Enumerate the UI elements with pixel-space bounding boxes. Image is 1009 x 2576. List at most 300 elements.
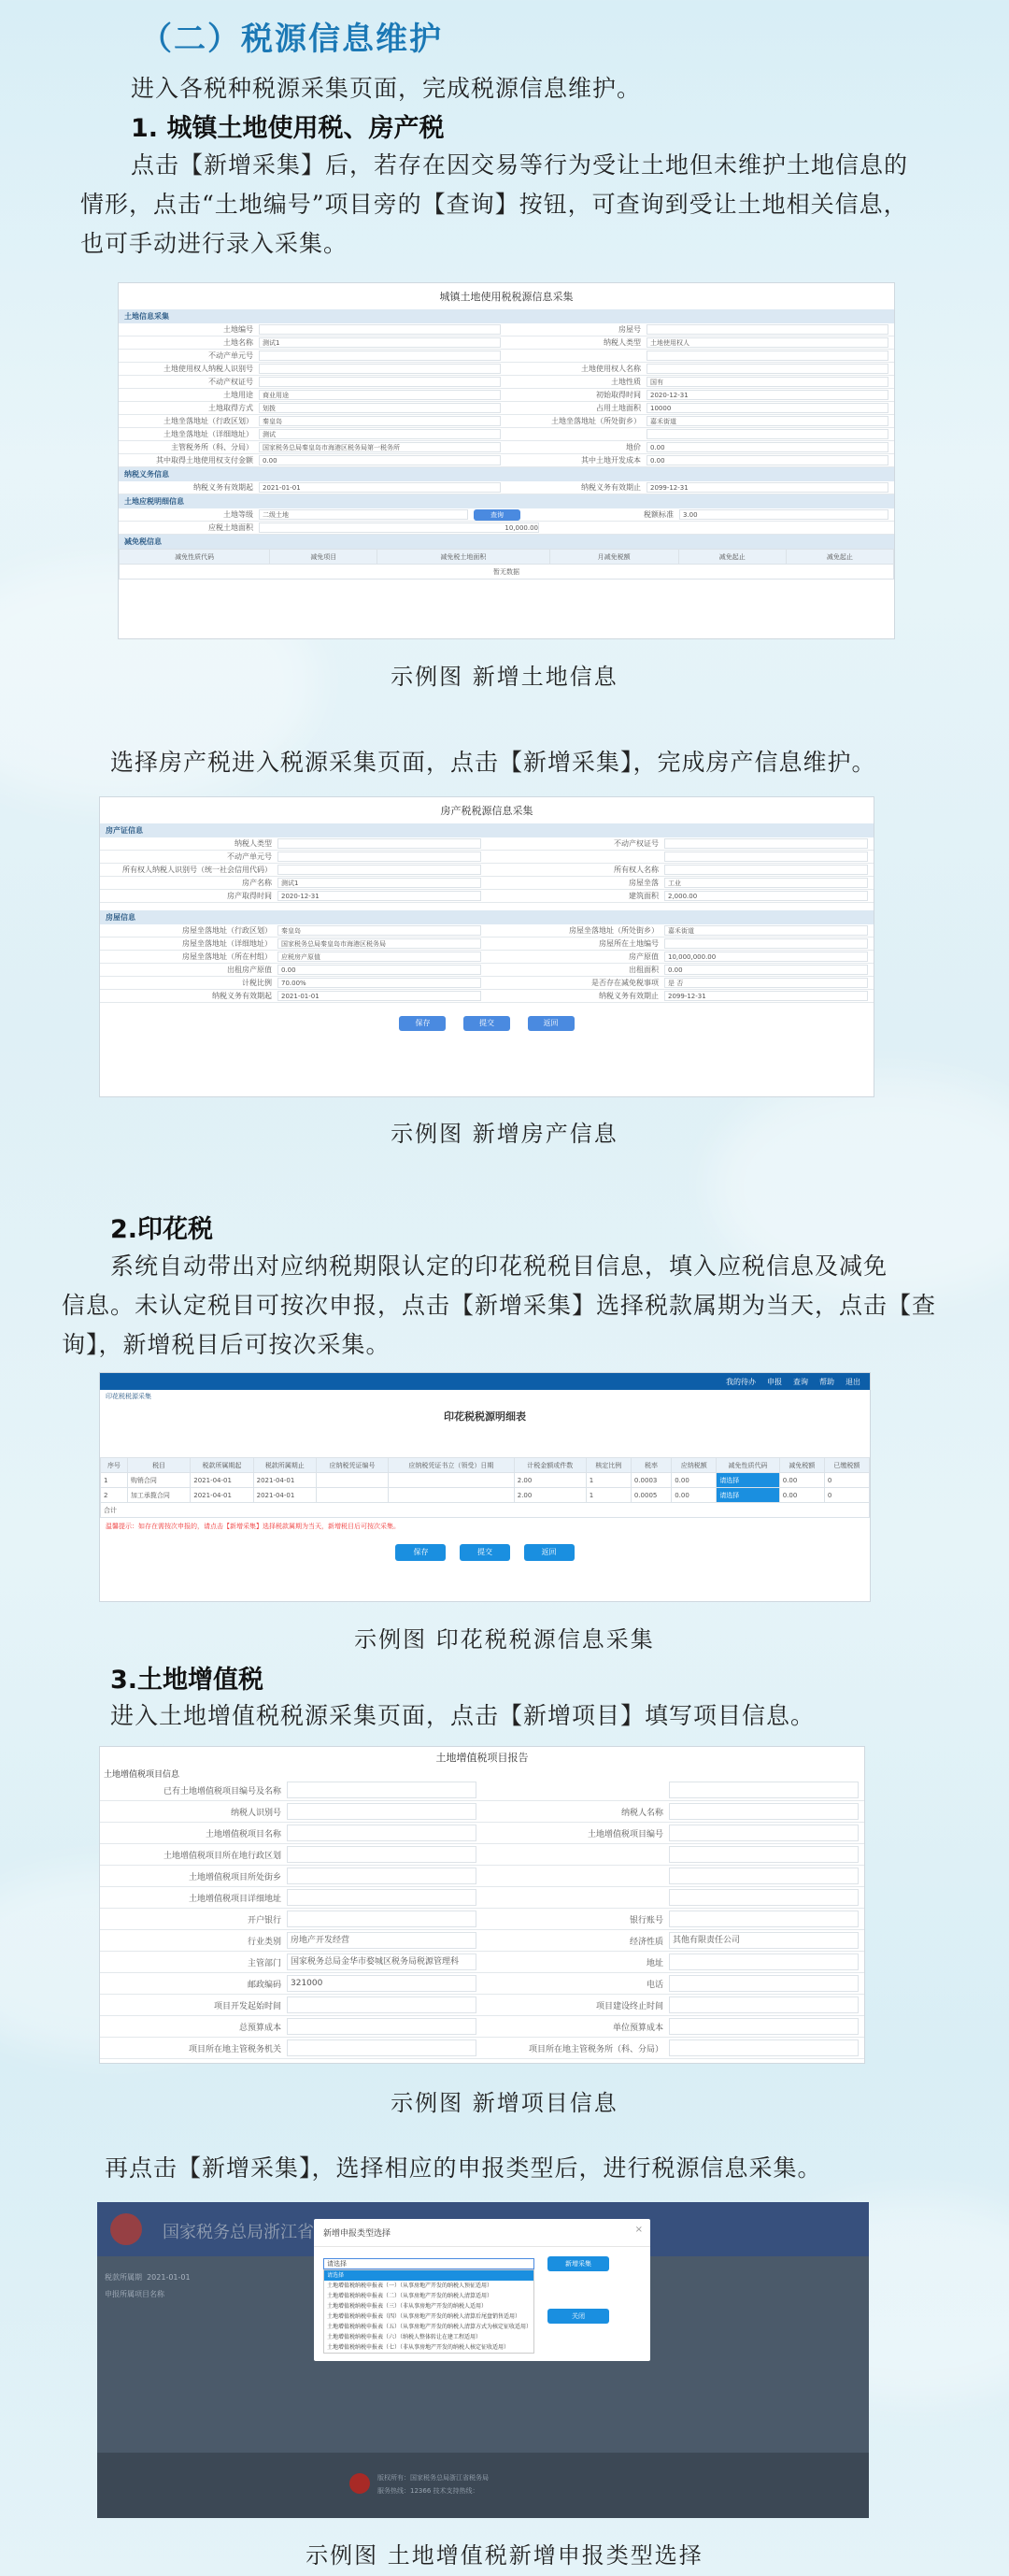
field-label: 开户银行 xyxy=(247,1915,281,1925)
lat-dialog-screenshot xyxy=(97,2202,869,2518)
table-cell: 1 xyxy=(586,1473,631,1488)
table-cell: 0 xyxy=(824,1488,869,1503)
table-cell xyxy=(389,1473,515,1488)
table-cell[interactable]: 请选择 xyxy=(717,1488,779,1503)
field-value[interactable]: 321000 xyxy=(287,1975,476,1992)
table-cell: 加工承揽合同 xyxy=(127,1488,190,1503)
field-label: 土地名称 xyxy=(223,338,253,347)
form-row xyxy=(100,1801,864,1823)
field-label: 主管税务所（科、分局） xyxy=(171,443,253,451)
section-label: 房产证信息 xyxy=(100,823,874,837)
field-label: 纳税义务有效期起 xyxy=(212,992,272,1000)
house-form-1 xyxy=(100,837,874,903)
field-label: 房屋坐落地址（所在村组） xyxy=(182,952,272,961)
submit-button[interactable]: 提交 xyxy=(460,1544,510,1561)
banner-title: 国家税务总局浙江省 xyxy=(163,2223,314,2242)
column-header: 减免税土地面积 xyxy=(377,550,549,565)
column-header: 序号 xyxy=(101,1458,128,1473)
field-value[interactable] xyxy=(669,1975,859,1992)
section-label: 土地增值税项目信息 xyxy=(104,1770,180,1780)
type-select[interactable]: 请选择 xyxy=(323,2258,534,2269)
form-row xyxy=(100,1909,864,1930)
field-label: 电话 xyxy=(646,1980,663,1990)
screenshot-title: 印花税税源明细表 xyxy=(444,1410,526,1423)
footer xyxy=(97,2453,869,2518)
form-row xyxy=(100,1844,864,1866)
field-label: 土地坐落地址（详细地址） xyxy=(163,430,253,438)
total-row: 合计 xyxy=(101,1503,870,1518)
field-label: 土地使用权人名称 xyxy=(581,365,641,373)
para-1-line-1: 点击【新增采集】后，若存在因交易等行为受让土地但未维护土地信息的 xyxy=(131,151,909,179)
bg-form xyxy=(105,2269,191,2303)
button-bar xyxy=(100,1016,874,1031)
field-value[interactable]: 是 否 xyxy=(664,978,868,988)
warning-text: 温馨提示：如存在需按次申报的，请点击【新增采集】选择税款属期为当天，新增税目后可按次采集。 xyxy=(106,1523,400,1530)
field-value[interactable] xyxy=(669,2018,859,2035)
field-value[interactable]: 0.00 xyxy=(647,455,888,465)
caption-1: 示例图 新增土地信息 xyxy=(391,664,618,690)
topbar-link[interactable]: 查询 xyxy=(793,1377,808,1386)
form-row xyxy=(100,937,874,951)
field-value[interactable] xyxy=(664,938,868,949)
form-row xyxy=(100,851,874,864)
field-value[interactable] xyxy=(287,1803,476,1820)
subheading-1: 1. 城镇土地使用税、房产税 xyxy=(131,114,445,143)
field-value[interactable]: 秦皇岛 xyxy=(277,925,481,936)
field-value[interactable] xyxy=(669,1911,859,1927)
close-icon[interactable]: × xyxy=(634,2225,643,2235)
field-label: 土地增值税项目所处街乡 xyxy=(188,1872,281,1882)
para-3b: 再点击【新增采集】，选择相应的申报类型后，进行税源信息采集。 xyxy=(105,2154,822,2182)
lat-form xyxy=(100,1780,864,2059)
field-value[interactable] xyxy=(277,838,481,849)
field-label: 税款所属期 xyxy=(105,2273,142,2282)
field-label: 是否存在减免税事项 xyxy=(591,979,659,987)
field-label: 项目所在地主管税务所（科、分局） xyxy=(528,2044,663,2054)
form-row xyxy=(119,428,894,441)
field-label: 房屋坐落地址（所处街乡） xyxy=(569,926,659,935)
field-value[interactable] xyxy=(259,364,501,374)
field-label: 土地性质 xyxy=(611,378,641,386)
para-3: 进入土地增值税税源采集页面，点击【新增项目】填写项目信息。 xyxy=(110,1702,816,1729)
section-heading: （二）税源信息维护 xyxy=(140,21,443,58)
field-label: 土地坐落地址（所处街乡） xyxy=(551,417,641,425)
field-value[interactable]: 商业用途 xyxy=(259,390,501,400)
field-value[interactable] xyxy=(287,1889,476,1906)
column-header: 减免起止 xyxy=(678,550,786,565)
field-label: 申报所属项目名称 xyxy=(105,2290,164,2298)
table-cell: 0 xyxy=(824,1473,869,1488)
table-cell: 2021-04-01 xyxy=(253,1488,316,1503)
topbar-link[interactable]: 退出 xyxy=(846,1377,860,1386)
column-header: 核定比例 xyxy=(586,1458,631,1473)
field-label: 邮政编码 xyxy=(247,1980,281,1990)
stamp-table xyxy=(100,1457,870,1518)
field-label: 出租面积 xyxy=(629,966,659,974)
field-value[interactable]: 2021-01-01 xyxy=(277,991,481,1001)
field-label: 土地坐落地址（行政区划） xyxy=(163,417,253,425)
form-row xyxy=(100,1930,864,1952)
field-value[interactable]: 0.00 xyxy=(277,965,481,975)
dropdown-option[interactable]: 土地增值税纳税申报表（六）（纳税人整体转让在建工程适用） xyxy=(327,2334,482,2340)
field-value[interactable]: 0.00 xyxy=(647,442,888,452)
field-value[interactable]: 嘉禾街道 xyxy=(664,925,868,936)
grade-row xyxy=(119,508,894,522)
field-value[interactable] xyxy=(647,351,888,361)
field-label: 土地增值税项目所在地行政区划 xyxy=(163,1851,281,1861)
field-value[interactable] xyxy=(287,1868,476,1884)
field-value[interactable]: 国家税务总局秦皇岛市海港区税务局第一税务所 xyxy=(259,442,501,452)
field-value[interactable]: 其他有限责任公司 xyxy=(669,1932,859,1949)
table-cell: 0.00 xyxy=(779,1488,824,1503)
form-row xyxy=(100,990,874,1003)
field-label: 应税土地面积 xyxy=(208,523,253,532)
field-value[interactable] xyxy=(664,838,868,849)
field-label: 纳税人类型 xyxy=(234,839,272,848)
field-value[interactable] xyxy=(287,1911,476,1927)
query-button[interactable]: 查询 xyxy=(474,509,520,521)
field-label: 纳税人识别号 xyxy=(230,1808,281,1818)
section-label: 土地应税明细信息 xyxy=(119,494,894,508)
grade-select[interactable]: 二级土地 xyxy=(259,509,468,520)
dropdown-option[interactable]: 土地增值税纳税申报表（四）（从事房地产开发的纳税人清算后尾盘销售适用） xyxy=(327,2313,521,2320)
screenshot-title: 房产税税源信息采集 xyxy=(440,805,533,817)
form-row xyxy=(100,2038,864,2059)
column-header: 减免税额 xyxy=(779,1458,824,1473)
field-value[interactable] xyxy=(287,1825,476,1841)
tax-standard-field: 3.00 xyxy=(679,509,888,520)
topbar-link[interactable]: 帮助 xyxy=(819,1377,834,1386)
screenshot-title: 城镇土地使用税税源信息采集 xyxy=(439,291,574,303)
column-header: 减免项目 xyxy=(270,550,377,565)
table-cell: 0.00 xyxy=(779,1473,824,1488)
taxable-area-row xyxy=(119,522,894,535)
field-value[interactable] xyxy=(647,324,888,335)
para-2-line-1: 系统自动带出对应纳税期限认定的印花税税目信息，填入应税信息及减免 xyxy=(110,1252,888,1280)
field-value[interactable] xyxy=(647,429,888,439)
table-cell: 1 xyxy=(586,1488,631,1503)
dropdown-option[interactable]: 土地增值税纳税申报表（七）（非从事房地产开发的纳税人核定征收适用） xyxy=(327,2344,510,2351)
section-label: 纳税义务信息 xyxy=(119,467,894,481)
dialog-title: 新增申报类型选择 xyxy=(314,2219,650,2247)
dropdown-option[interactable]: 土地增值税纳税申报表（五）（从事房地产开发的纳税人清算方式为核定征收适用） xyxy=(327,2324,533,2330)
table-cell xyxy=(317,1488,389,1503)
table-cell: 0.0005 xyxy=(631,1488,671,1503)
field-value[interactable] xyxy=(277,865,481,875)
field-value[interactable] xyxy=(277,852,481,862)
field-value[interactable] xyxy=(647,364,888,374)
table-cell[interactable]: 请选择 xyxy=(717,1473,779,1488)
field-value[interactable]: 2020-12-31 xyxy=(647,390,888,400)
form-row xyxy=(100,1823,864,1844)
back-button[interactable]: 返回 xyxy=(528,1016,575,1031)
field-label: 经济性质 xyxy=(629,1937,663,1947)
field-value[interactable] xyxy=(287,1996,476,2013)
field-label: 房屋所在土地编号 xyxy=(599,939,659,948)
field-label: 不动产单元号 xyxy=(227,852,272,861)
field-label: 房产取得时间 xyxy=(227,892,272,900)
column-header: 计税金额或件数 xyxy=(514,1458,586,1473)
table-cell: 2021-04-01 xyxy=(191,1488,253,1503)
field-label: 土地用途 xyxy=(223,391,253,399)
field-value[interactable] xyxy=(664,852,868,862)
field-label: 地价 xyxy=(626,443,641,451)
breadcrumb: 印花税税源采集 xyxy=(106,1393,151,1400)
field-value[interactable]: 测试1 xyxy=(277,878,481,888)
field-label: 房屋坐落 xyxy=(629,879,659,887)
dropdown-option[interactable]: 请选择 xyxy=(324,2270,533,2281)
field-label: 不动产权证号 xyxy=(614,839,659,848)
field-label: 纳税义务有效期起 xyxy=(193,483,253,492)
table-cell: 2021-04-01 xyxy=(253,1473,316,1488)
field-value[interactable]: 2,000.00 xyxy=(664,891,868,901)
column-header: 税目 xyxy=(127,1458,190,1473)
para-1-line-3: 也可手动进行录入采集。 xyxy=(80,230,348,257)
field-label: 不动产单元号 xyxy=(208,351,253,360)
caption-4: 示例图 新增项目信息 xyxy=(391,2090,618,2116)
period-end-field[interactable]: 2099-12-31 xyxy=(647,482,888,493)
field-label: 占用土地面积 xyxy=(596,404,641,412)
house-tax-screenshot xyxy=(99,796,874,1097)
empty-text: 暂无数据 xyxy=(120,565,894,580)
field-value[interactable]: 房地产开发经营 xyxy=(287,1932,476,1949)
form-row xyxy=(100,877,874,890)
screenshot-title: 土地增值税项目报告 xyxy=(435,1752,529,1764)
field-label: 土地增值税项目名称 xyxy=(205,1829,281,1839)
field-value[interactable]: 国有 xyxy=(647,377,888,387)
caption-5: 示例图 土地增值税新增申报类型选择 xyxy=(306,2542,703,2569)
section-label: 房屋信息 xyxy=(100,910,874,924)
table-cell: 1 xyxy=(101,1473,128,1488)
column-header: 减免起止 xyxy=(786,550,893,565)
field-label: 其中取得土地使用权支付金额 xyxy=(156,456,253,465)
field-value[interactable] xyxy=(287,1782,476,1798)
subheading-3: 3.土地增值税 xyxy=(110,1666,264,1695)
field-label: 纳税义务有效期止 xyxy=(599,992,659,1000)
period-row xyxy=(119,481,894,494)
field-label: 房产名称 xyxy=(242,879,272,887)
field-label: 土地等级 xyxy=(223,510,253,519)
field-value: 2021-01-01 xyxy=(147,2273,191,2282)
form-row xyxy=(100,2016,864,2038)
field-label: 银行账号 xyxy=(629,1915,663,1925)
land-form xyxy=(119,323,894,467)
relief-table xyxy=(119,549,894,580)
form-row xyxy=(119,323,894,336)
button-bar xyxy=(100,1544,870,1561)
field-value[interactable] xyxy=(669,1803,859,1820)
caption-2: 示例图 新增房产信息 xyxy=(391,1121,618,1147)
field-value[interactable]: 0.00 xyxy=(259,455,501,465)
add-collect-button[interactable]: 新增采集 xyxy=(547,2256,609,2271)
field-label: 项目开发起始时间 xyxy=(213,2001,281,2011)
form-row xyxy=(119,350,894,363)
field-label: 土地编号 xyxy=(223,325,253,334)
table-row xyxy=(101,1488,870,1503)
form-row xyxy=(100,951,874,964)
topbar-link[interactable]: 申报 xyxy=(767,1377,782,1386)
field-label: 土地增值税项目详细地址 xyxy=(188,1894,281,1904)
field-value[interactable]: 2099-12-31 xyxy=(664,991,868,1001)
field-label: 纳税义务有效期止 xyxy=(581,483,641,492)
field-label: 房屋坐落地址（详细地址） xyxy=(182,939,272,948)
field-label: 总预算成本 xyxy=(238,2023,281,2033)
top-bar xyxy=(100,1373,870,1390)
form-row xyxy=(100,964,874,977)
field-label: 不动产权证号 xyxy=(208,378,253,386)
column-header: 应纳税额 xyxy=(672,1458,717,1473)
land-tax-screenshot xyxy=(118,282,895,639)
form-row xyxy=(100,890,874,903)
field-label: 计税比例 xyxy=(242,979,272,987)
form-row xyxy=(119,336,894,350)
para-1-line-2: 情形，点击“土地编号”项目旁的【查询】按钮，可查询到受让土地相关信息， xyxy=(80,191,908,218)
table-row xyxy=(101,1473,870,1488)
field-value[interactable] xyxy=(669,2039,859,2056)
footer-line: 服务热线：12366 技术支持热线： xyxy=(377,2487,479,2495)
dropdown-option[interactable]: 土地增值税纳税申报表（二）（从事房地产开发的纳税人清算适用） xyxy=(327,2293,493,2299)
field-label: 房屋号 xyxy=(618,325,641,334)
save-button[interactable]: 保存 xyxy=(395,1544,446,1561)
form-row xyxy=(100,1866,864,1887)
column-header: 税款所属期止 xyxy=(253,1458,316,1473)
stamp-tax-screenshot xyxy=(99,1372,871,1602)
field-value[interactable]: 国家税务总局金华市婺城区税务局税源管理科 xyxy=(287,1953,476,1970)
field-value[interactable] xyxy=(669,1996,859,2013)
field-value[interactable]: 10,000,000.00 xyxy=(664,952,868,962)
field-label: 土地增值税项目编号 xyxy=(587,1829,663,1839)
dialog xyxy=(314,2219,650,2361)
field-value[interactable] xyxy=(669,1825,859,1841)
field-value[interactable] xyxy=(259,351,501,361)
field-value[interactable] xyxy=(664,865,868,875)
section-label: 减免税信息 xyxy=(119,535,894,549)
taxable-area-field: 10,000.00 xyxy=(259,522,539,533)
table-cell: 2 xyxy=(101,1488,128,1503)
table-cell xyxy=(317,1473,389,1488)
form-row xyxy=(119,402,894,415)
field-value[interactable] xyxy=(669,1846,859,1863)
form-row xyxy=(100,1952,864,1973)
column-header: 减免性质代码 xyxy=(120,550,270,565)
field-label: 已有土地增值税项目编号及名称 xyxy=(163,1786,281,1796)
field-value[interactable]: 0.00 xyxy=(664,965,868,975)
field-value[interactable]: 土地使用权人 xyxy=(647,337,888,348)
submit-button[interactable]: 提交 xyxy=(463,1016,510,1031)
form-row xyxy=(100,924,874,937)
field-value[interactable]: 国家税务总局秦皇岛市海港区税务局 xyxy=(277,938,481,949)
form-row xyxy=(119,363,894,376)
field-value[interactable] xyxy=(259,324,501,335)
intro-text: 进入各税种税源采集页面，完成税源信息维护。 xyxy=(131,75,642,102)
form-row xyxy=(119,376,894,389)
form-row xyxy=(100,864,874,877)
field-label: 单位预算成本 xyxy=(612,2023,663,2033)
form-row xyxy=(119,415,894,428)
field-label: 地址 xyxy=(646,1958,663,1968)
field-value[interactable]: 70.00% xyxy=(277,978,481,988)
topbar-link[interactable]: 我的待办 xyxy=(726,1377,756,1386)
field-value[interactable]: 测试 xyxy=(259,429,501,439)
field-value[interactable]: 划拨 xyxy=(259,403,501,413)
column-header: 减免性质代码 xyxy=(717,1458,779,1473)
field-label: 项目所在地主管税务机关 xyxy=(188,2044,281,2054)
table-cell: 0.00 xyxy=(672,1488,717,1503)
column-header: 已缴税额 xyxy=(824,1458,869,1473)
period-start-field[interactable]: 2021-01-01 xyxy=(259,482,501,493)
save-button[interactable]: 保存 xyxy=(399,1016,446,1031)
field-label: 税额标准 xyxy=(644,510,674,519)
field-value[interactable]: 秦皇岛 xyxy=(259,416,501,426)
emblem-icon xyxy=(110,2213,142,2245)
field-value[interactable]: 嘉禾街道 xyxy=(647,416,888,426)
field-value[interactable] xyxy=(669,1868,859,1884)
table-cell: 2021-04-01 xyxy=(191,1473,253,1488)
field-value[interactable] xyxy=(287,2018,476,2035)
form-row xyxy=(100,1973,864,1995)
table-cell: 0.0003 xyxy=(631,1473,671,1488)
field-label: 初始取得时间 xyxy=(596,391,641,399)
table-cell xyxy=(389,1488,515,1503)
close-button[interactable]: 关闭 xyxy=(547,2309,609,2324)
field-value[interactable]: 测试1 xyxy=(259,337,501,348)
field-value[interactable]: 10000 xyxy=(647,403,888,413)
field-value[interactable]: 2020-12-31 xyxy=(277,891,481,901)
table-cell: 0.00 xyxy=(672,1473,717,1488)
field-label: 其中土地开发成本 xyxy=(581,456,641,465)
field-label: 建筑面积 xyxy=(629,892,659,900)
field-value[interactable]: 应税房产原值 xyxy=(277,952,481,962)
para-house: 选择房产税进入税源采集页面，点击【新增采集】，完成房产信息维护。 xyxy=(110,749,876,776)
field-label: 行业类别 xyxy=(247,1937,281,1947)
field-label: 所有权人纳税人识别号（统一社会信用代码） xyxy=(122,866,272,874)
dropdown-option[interactable]: 土地增值税纳税申报表（三）（非从事房地产开发的纳税人适用） xyxy=(327,2303,488,2310)
field-label: 纳税人类型 xyxy=(604,338,641,347)
field-value[interactable] xyxy=(669,1953,859,1970)
column-header: 应纳税凭证编号 xyxy=(317,1458,389,1473)
table-cell: 2.00 xyxy=(514,1488,586,1503)
form-row xyxy=(100,837,874,851)
subheading-2: 2.印花税 xyxy=(110,1215,214,1244)
table-cell: 2.00 xyxy=(514,1473,586,1488)
form-row xyxy=(119,454,894,467)
back-button[interactable]: 返回 xyxy=(524,1544,575,1561)
footer-emblem-icon xyxy=(349,2473,370,2494)
section-label: 土地信息采集 xyxy=(119,309,894,323)
field-label: 出租房产原值 xyxy=(227,966,272,974)
field-label: 纳税人名称 xyxy=(620,1808,663,1818)
field-value[interactable]: 工业 xyxy=(664,878,868,888)
house-form-2 xyxy=(100,924,874,1003)
field-value[interactable] xyxy=(287,1846,476,1863)
form-row xyxy=(100,977,874,990)
column-header: 月减免税额 xyxy=(549,550,678,565)
field-value[interactable] xyxy=(259,377,501,387)
field-value[interactable] xyxy=(669,1889,859,1906)
field-value[interactable] xyxy=(669,1782,859,1798)
form-row xyxy=(119,389,894,402)
table-cell: 购销合同 xyxy=(127,1473,190,1488)
para-2-line-2: 信息。未认定税目可按次申报，点击【新增采集】选择税款属期为当天，点击【查 xyxy=(62,1292,937,1319)
column-header: 税率 xyxy=(631,1458,671,1473)
field-label: 土地取得方式 xyxy=(208,404,253,412)
dropdown-list xyxy=(323,2269,534,2354)
field-label: 土地使用权人纳税人识别号 xyxy=(163,365,253,373)
field-label: 房产原值 xyxy=(629,952,659,961)
dropdown-option[interactable]: 土地增值税纳税申报表（一）（从事房地产开发的纳税人预征适用） xyxy=(327,2283,493,2289)
form-row xyxy=(100,1995,864,2016)
field-value[interactable] xyxy=(287,2039,476,2056)
